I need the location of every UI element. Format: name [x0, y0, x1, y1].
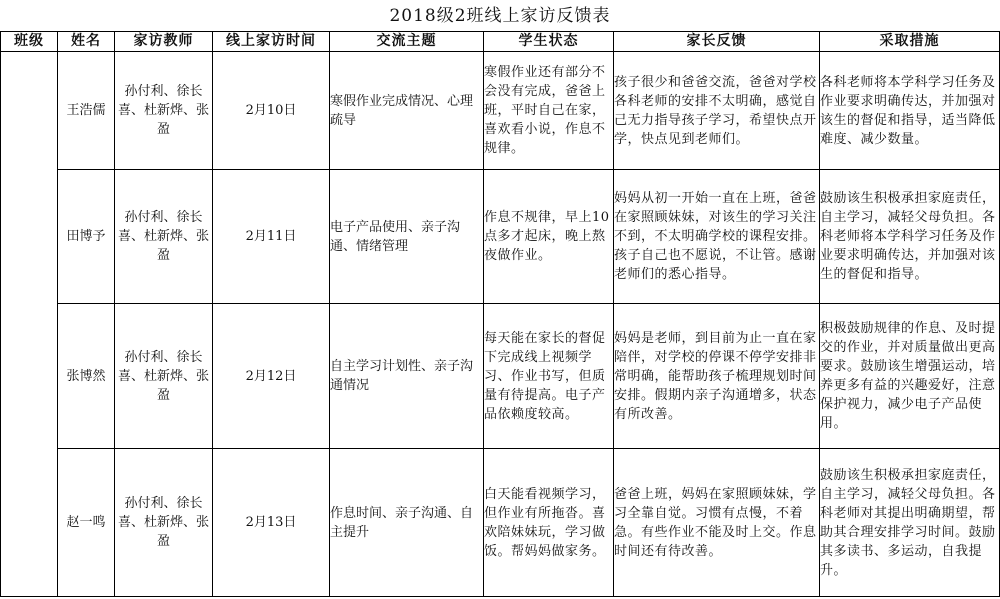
- table-row: [1, 304, 1000, 449]
- header-date: 线上家访时间: [213, 32, 330, 52]
- parent-feedback: 妈妈从初一开始一直在上班，爸爸在家照顾妹妹，对该生的学习关注不到，不太明确学校的课程安排。孩子自己也不愿说，不让管。感谢老师们的悉心指导。: [614, 170, 820, 304]
- parent-feedback: 妈妈是老师，到目前为止一直在家陪伴，对学校的停课不停学安排非常明确，能帮助孩子梳理规划时间安排。假期内亲子沟通增多，状态有所改善。: [614, 304, 820, 449]
- visit-teachers: 孙付利、徐长喜、杜新烨、张盈: [115, 449, 213, 597]
- visit-topic: 作息时间、亲子沟通、自主提升: [330, 449, 484, 597]
- visit-date: 2月11日: [213, 170, 330, 304]
- visit-topic: 电子产品使用、亲子沟通、情绪管理: [330, 170, 484, 304]
- class-cell: [1, 52, 58, 597]
- header-name: 姓名: [58, 32, 115, 52]
- measures-taken: 鼓励该生积极承担家庭责任，自主学习，减轻父母负担。各科老师将本学科学习任务及作业要求明确传达，并加强对该生的督促和指导。: [820, 170, 1000, 304]
- header-status: 学生状态: [484, 32, 614, 52]
- student-name: 张博然: [58, 304, 115, 449]
- header-feedback: 家长反馈: [614, 32, 820, 52]
- student-name: 王浩儒: [58, 52, 115, 170]
- visit-date: 2月13日: [213, 449, 330, 597]
- visit-topic: 寒假作业完成情况、心理疏导: [330, 52, 484, 170]
- visit-topic: 自主学习计划性、亲子沟通情况: [330, 304, 484, 449]
- sheet-title: 2018级2班线上家访反馈表: [389, 6, 611, 26]
- parent-feedback: 爸爸上班，妈妈在家照顾妹妹，学习全靠自觉。习惯有点慢，不着急。有些作业不能及时上交。作息时间还有待改善。: [614, 449, 820, 597]
- visit-teachers: 孙付利、徐长喜、杜新烨、张盈: [115, 52, 213, 170]
- header-class: 班级: [1, 32, 58, 52]
- student-status: 作息不规律，早上10点多才起床，晚上熬夜做作业。: [484, 170, 614, 304]
- student-name: 赵一鸣: [58, 449, 115, 597]
- measures-taken: 鼓励该生积极承担家庭责任，自主学习，减轻父母负担。各科老师对其提出明确期望，帮助其合理安排学习时间。鼓励其多读书、多运动，自我提升。: [820, 449, 1000, 597]
- student-status: 白天能看视频学习，但作业有所拖沓。喜欢陪妹妹玩，学习做饭。帮妈妈做家务。: [484, 449, 614, 597]
- student-status: 每天能在家长的督促下完成线上视频学习、作业书写，但质量有待提高。电子产品依赖度较高。: [484, 304, 614, 449]
- visit-date: 2月10日: [213, 52, 330, 170]
- parent-feedback: 孩子很少和爸爸交流，爸爸对学校各科老师的安排不太明确，感觉自己无力指导孩子学习，希望快点开学，快点见到老师们。: [614, 52, 820, 170]
- header-row: [1, 32, 1000, 52]
- visit-teachers: 孙付利、徐长喜、杜新烨、张盈: [115, 304, 213, 449]
- header-teachers: 家访教师: [115, 32, 213, 52]
- table-row: [1, 170, 1000, 304]
- measures-taken: 各科老师将本学科学习任务及作业要求明确传达，并加强对该生的督促和指导，适当降低难度、减少数量。: [820, 52, 1000, 170]
- table-row: [1, 449, 1000, 597]
- feedback-table: [0, 31, 1000, 597]
- header-measures: 采取措施: [820, 32, 1000, 52]
- table-row: [1, 52, 1000, 170]
- measures-taken: 积极鼓励规律的作息、及时提交的作业，并对质量做出更高要求。鼓励该生增强运动，培养更多有益的兴趣爱好，注意保护视力，减少电子产品使用。: [820, 304, 1000, 449]
- visit-teachers: 孙付利、徐长喜、杜新烨、张盈: [115, 170, 213, 304]
- header-topic: 交流主题: [330, 32, 484, 52]
- student-status: 寒假作业还有部分不会没有完成，爸爸上班，平时自己在家，喜欢看小说，作息不规律。: [484, 52, 614, 170]
- student-name: 田博予: [58, 170, 115, 304]
- visit-date: 2月12日: [213, 304, 330, 449]
